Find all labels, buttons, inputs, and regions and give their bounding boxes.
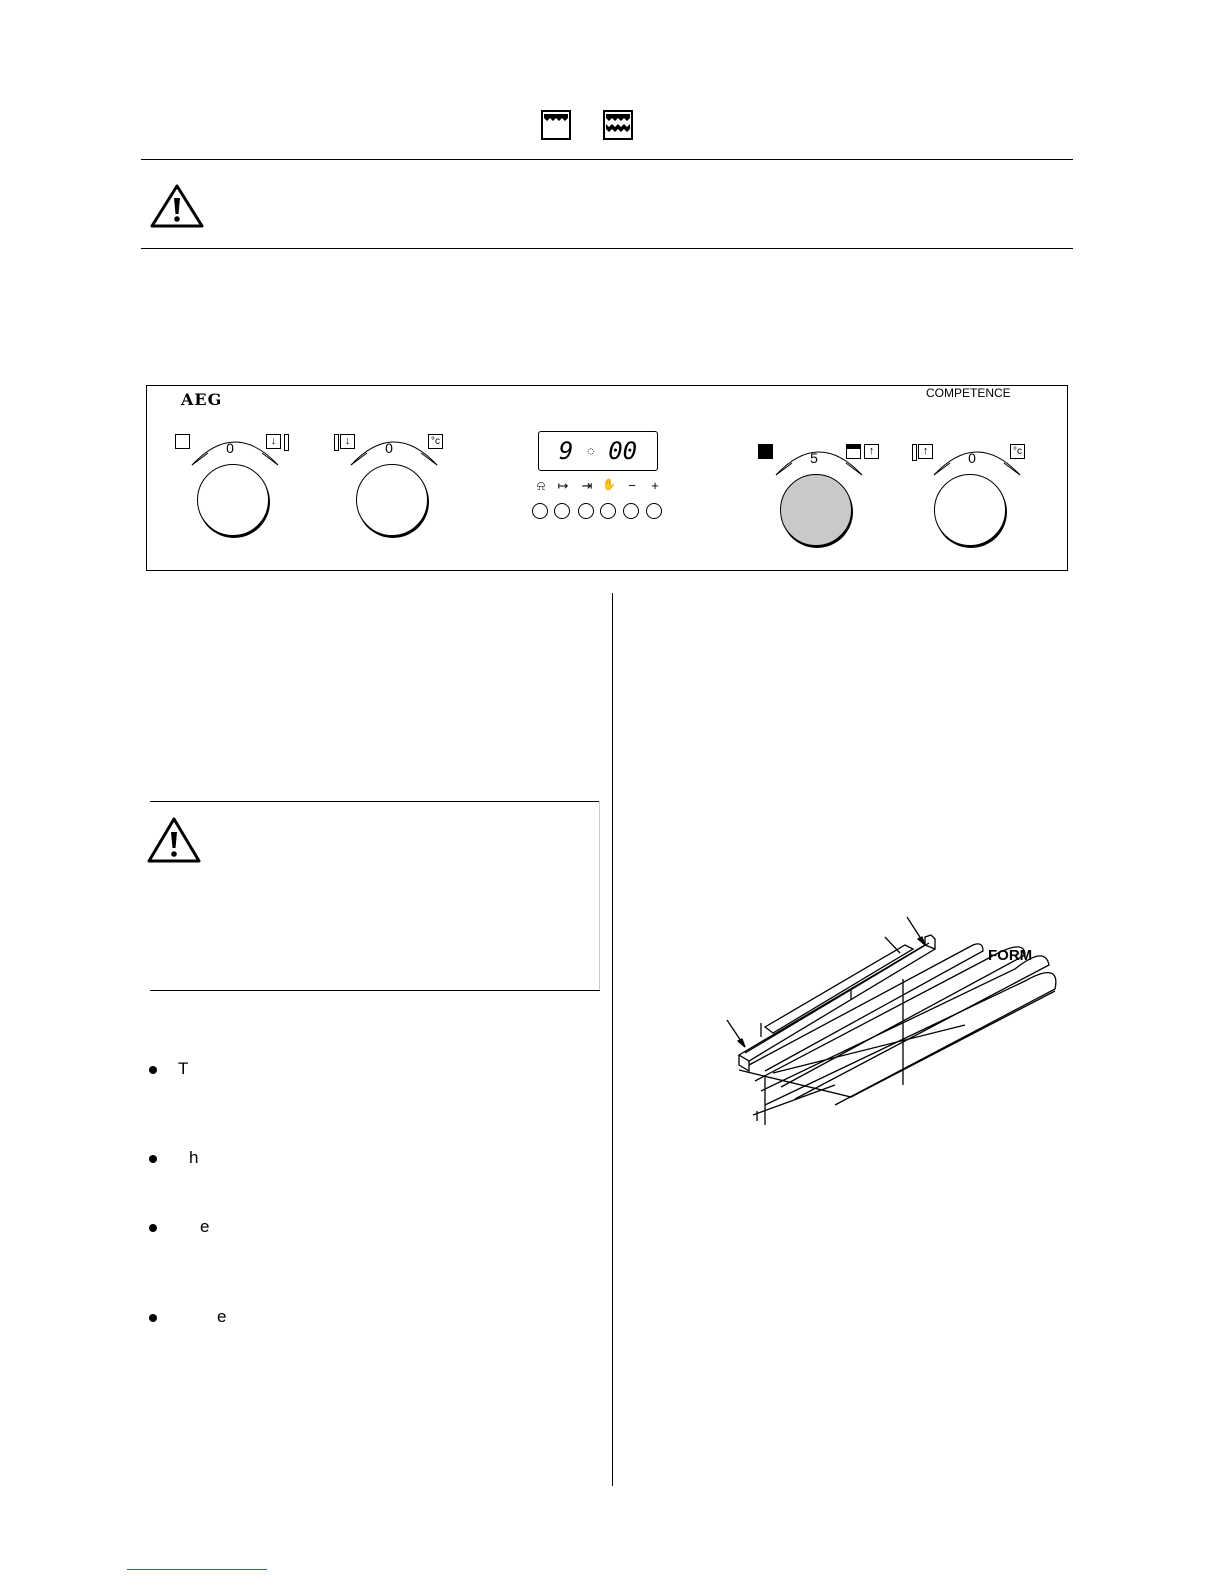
clock-indicator-icon: ◌	[587, 446, 594, 457]
duration-icon: ↦	[557, 478, 569, 493]
brand-logo: AEG	[181, 390, 223, 409]
knob-3[interactable]	[780, 474, 852, 546]
oven-upper-up-icon: ↑	[864, 444, 879, 459]
warning-box-right-edge	[599, 801, 600, 991]
duration-button[interactable]	[554, 503, 570, 519]
knob-2-group	[334, 431, 454, 561]
figure-label: FORM	[988, 947, 1033, 964]
minus-button[interactable]	[623, 503, 639, 519]
knob-4[interactable]	[934, 474, 1006, 546]
bullet-marker	[149, 1314, 157, 1322]
bullet-marker	[149, 1066, 157, 1074]
bullet-marker	[149, 1224, 157, 1232]
column-divider	[612, 593, 613, 1486]
clock-hours: 9	[558, 437, 574, 465]
bullet-text: e	[200, 1217, 210, 1236]
bullet-marker	[149, 1155, 157, 1163]
oven-control-panel	[146, 385, 1068, 571]
temperature-icon: °c	[428, 434, 443, 449]
clock-minutes: 00	[608, 437, 638, 465]
bell-icon: ⍾	[536, 478, 546, 493]
grill-icon	[758, 444, 773, 459]
oven-off-icon	[175, 434, 190, 449]
clock-display	[538, 431, 658, 471]
knob-4-group	[912, 431, 1032, 561]
bullet-text: T	[178, 1059, 189, 1078]
bullet-text: e	[217, 1307, 227, 1326]
series-label: COMPETENCE	[926, 386, 1011, 400]
warning-box-bottom	[150, 990, 600, 991]
rail-icon	[284, 434, 289, 451]
end-time-button[interactable]	[578, 503, 594, 519]
knob-3-position: 5	[810, 450, 818, 466]
knob-1-position: 0	[226, 440, 234, 456]
minus-icon: −	[628, 478, 636, 493]
bell-button[interactable]	[532, 503, 548, 519]
oven-upper-up-icon: ↑	[918, 444, 933, 459]
plus-icon: +	[651, 478, 659, 493]
knob-4-position: 0	[968, 450, 976, 466]
warning-triangle-icon	[146, 816, 202, 864]
oven-top-grill-icon	[603, 110, 633, 140]
knob-1-group	[175, 431, 295, 561]
oven-top-heat-icon	[846, 444, 861, 459]
rail-icon	[334, 434, 339, 451]
bullet-text: h	[189, 1148, 199, 1167]
oven-lower-down-icon: ↓	[340, 434, 355, 449]
knob-1[interactable]	[197, 464, 269, 536]
knob-2-position: 0	[385, 440, 393, 456]
oven-lower-down-icon: ↓	[266, 434, 281, 449]
oven-top-heat-icon	[541, 110, 571, 140]
temperature-icon: °c	[1010, 444, 1025, 459]
rail-icon	[912, 444, 917, 461]
plus-button[interactable]	[646, 503, 662, 519]
hand-icon: ✋	[602, 479, 616, 491]
knob-2[interactable]	[356, 464, 428, 536]
warning-box-top	[150, 801, 600, 802]
end-time-icon: ⇥	[581, 478, 593, 493]
top-divider	[141, 159, 1073, 160]
manual-button[interactable]	[600, 503, 616, 519]
footer-link[interactable]	[127, 1569, 267, 1570]
warning-divider	[141, 248, 1073, 249]
knob-3-group	[758, 431, 888, 561]
warning-triangle-icon	[149, 183, 205, 229]
